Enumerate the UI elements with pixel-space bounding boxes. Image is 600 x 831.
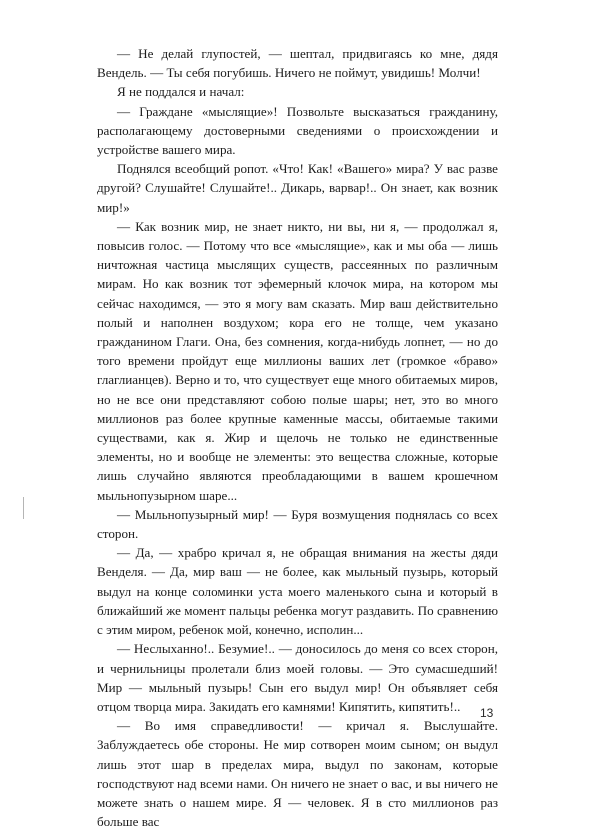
paragraph: Я не поддался и начал: (117, 84, 245, 100)
paragraph: — Неслыханно!.. Безумие!.. — доносилось до меня со всех сторон, и чернильницы пролетали близ моей головы. — Это сумасшедший! Мир — мыльный пузырь! Сын его выдул мир! Он объявляет себя отцом творца мира. Закидать его камнями! Кипятить, кипятить!.. (97, 641, 498, 714)
paragraph: Поднялся всеобщий ропот. «Что! Как! «Вашего» мира? У вас разве другой? Слушайте! Слушайте!.. Дикарь, варвар!.. Он знает, как возник мир!» (97, 161, 498, 215)
paragraph: — Граждане «мыслящие»! Позвольте высказаться гражданину, располагающему достоверными сведениями о происхождении и устройстве вашего мира. (97, 103, 498, 158)
paragraph: — Не делай глупостей, — шептал, придвигаясь ко мне, дядя Вендель. — Ты себя погубишь. Ничего не поймут, увидишь! Молчи! (97, 46, 498, 81)
paragraph: — Как возник мир, не знает никто, ни вы, ни я, — продолжал я, повысив голос. — Потому что все «мыслящие», как и мы оба — лишь ничтожная частица мыслящих существ, рассеянных по различным мирам. Но как возник тот эфемерный клочок мира, на котором мы сейчас находимся, — это я могу вам сказать. Мир ваш действительно полый и наполнен воздухом; кора его не толще, чем указано гражданином Глаги. Она, без сомнения, когда-нибудь лопнет, — но до того времени пройдут еще миллионы ваших лет (громкое «браво» глаглианцев). Верно и то, что существует еще много обитаемых миров, но не все они представляют собою полые шары; нет, это во много миллионов раз более крупные каменные массы, обитаемые такими существами, как я. Жир и щелочь не только не единственные элементы, но и вообще не элементы: это вещества сложные, которые лишь случайно являются преобладающими в вашем крошечном мыльнопузырном шаре... (97, 218, 498, 503)
paragraph: — Да, — храбро кричал я, не обращая внимания на жесты дяди Венделя. — Да, мир ваш — не более, как мыльный пузырь, который выдул на конце соломинки уста моего маленького сына и который в ближайший же момент пальцы ребенка могут раздавить. По сравнению с этим миром, ребенок мой, конечно, исполин... (97, 545, 498, 638)
paragraph: — Мыльнопузырный мир! — Буря возмущения поднялась со всех сторон. (97, 506, 498, 542)
page-number: 13 (480, 706, 494, 720)
text-body (97, 44, 498, 831)
paragraph: — Во имя справедливости! — кричал я. Выслушайте. Заблуждаетесь обе стороны. Не мир сотворен моим сыном; он выдул лишь этот шар в пределах мира, выдул по законам, которые господствуют над всеми нами. Он ничего не знает о вас, и вы ничего не можете знать о нашем мире. Я — человек. Я в сто миллионов раз больше вас (97, 718, 498, 830)
margin-mark (23, 497, 24, 519)
